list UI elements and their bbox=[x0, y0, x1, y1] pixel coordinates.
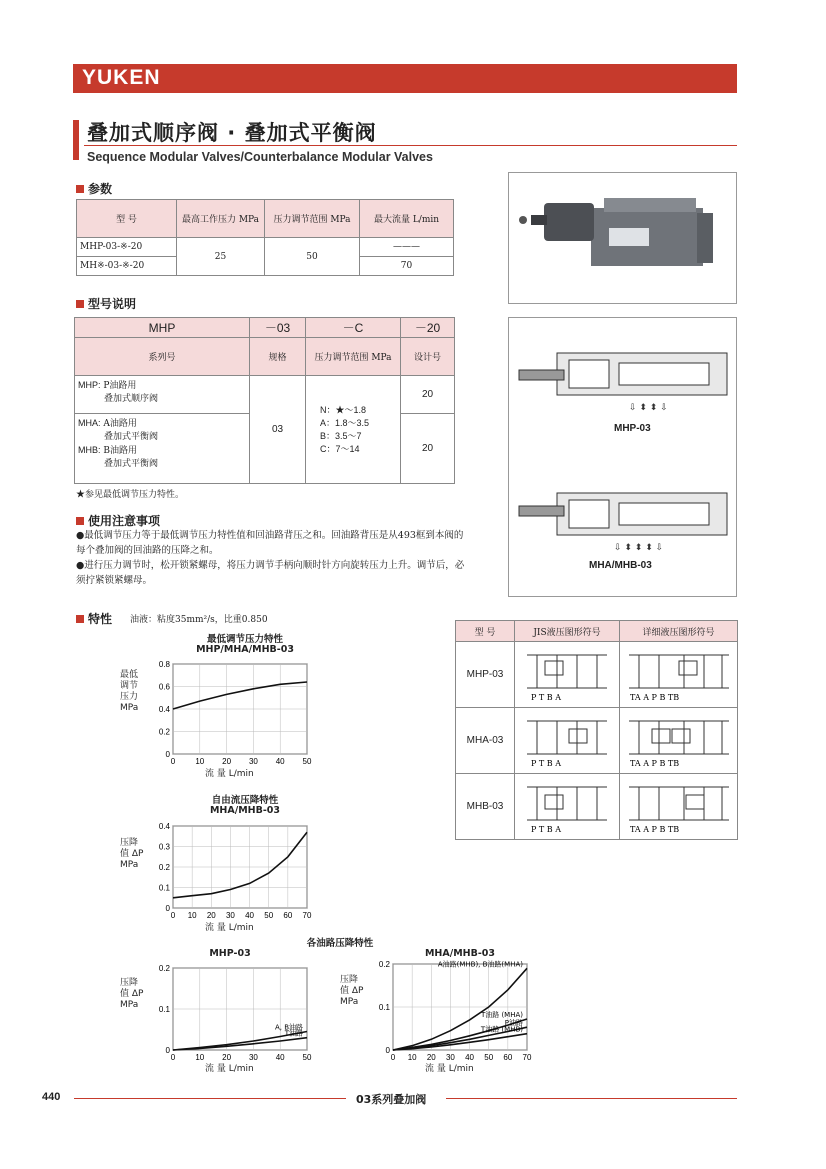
y-tick-label: 0.4 bbox=[158, 822, 170, 831]
symbol-row-mha: MHA-03 bbox=[456, 708, 515, 774]
x-tick-label: 20 bbox=[222, 757, 232, 766]
model-series-mhp bbox=[75, 376, 250, 414]
range-b: B：3.5～7 bbox=[320, 430, 362, 441]
model-header-series: 系列号 bbox=[75, 338, 250, 376]
param-header-range: 压力调节范围 MPa bbox=[265, 200, 360, 238]
x-tick-label: 30 bbox=[225, 911, 235, 920]
x-tick-label: 40 bbox=[465, 1053, 475, 1062]
footer-series: 03系列叠加阀 bbox=[356, 1093, 427, 1106]
x-tick-label: 30 bbox=[248, 1053, 258, 1062]
y-tick-label: 0.2 bbox=[158, 727, 170, 737]
symbol-table bbox=[455, 620, 738, 840]
chart2-subtitle: MHA/MHB-03 bbox=[209, 805, 281, 816]
section-drawings bbox=[508, 317, 737, 597]
x-tick-label: 70 bbox=[522, 1053, 532, 1062]
chart2-plot bbox=[145, 820, 315, 922]
chart2-xlabel: 流 量 L/min bbox=[205, 923, 254, 933]
x-tick-label: 20 bbox=[222, 1053, 232, 1062]
symbol-row-mhp: MHP-03 bbox=[456, 642, 515, 708]
footer-line-left bbox=[74, 1098, 346, 1099]
precaution-1: ●最低调节压力等于最低调节压力特性值和回油路背压之和。回油路背压是从493框到本阀的每个叠加阀的回油路的压降之和。 bbox=[76, 530, 464, 556]
param-model-1: MHP-03-※-20 bbox=[77, 238, 177, 257]
chart3-xlabel-left: 流 量 L/min bbox=[205, 1064, 254, 1074]
jis-ports-mhp: P T B A bbox=[531, 693, 562, 702]
y-tick-label: 0.1 bbox=[158, 883, 170, 893]
jis-symbol-mhp bbox=[515, 642, 620, 708]
chart3-sub-right: MHA/MHB-03 bbox=[424, 948, 496, 959]
x-tick-label: 60 bbox=[283, 911, 293, 920]
range-n: N：★～1.8 bbox=[320, 404, 367, 415]
valve-section-icon bbox=[509, 318, 738, 598]
range-c: C：7～14 bbox=[320, 443, 360, 454]
jis-ports-mhb: P T B A bbox=[531, 825, 562, 834]
model-header-size: 规格 bbox=[250, 338, 306, 376]
param-table bbox=[76, 199, 454, 276]
chart1-subtitle: MHP/MHA/MHB-03 bbox=[196, 644, 294, 655]
detail-ports-mhp: TA A P B TB bbox=[629, 693, 679, 702]
x-tick-label: 60 bbox=[503, 1053, 513, 1062]
series-code-mhb: MHB: bbox=[78, 445, 101, 455]
y-tick-label: 0.2 bbox=[158, 863, 170, 872]
section-characteristics bbox=[76, 610, 112, 627]
y-tick-label: 0.2 bbox=[378, 960, 390, 969]
range-a: A：1.8～3.5 bbox=[320, 417, 370, 428]
detail-symbol-mhb-icon bbox=[624, 775, 734, 835]
x-tick-label: 50 bbox=[484, 1053, 494, 1062]
x-tick-label: 0 bbox=[170, 1053, 176, 1062]
page-number: 440 bbox=[42, 1091, 61, 1103]
param-range: 50 bbox=[265, 238, 360, 276]
y-tick-label: 0.1 bbox=[378, 1003, 390, 1012]
series-label: P油路 bbox=[504, 1019, 523, 1028]
model-series-mha-mhb bbox=[75, 414, 250, 484]
chart2-title: 自由流压降特性 bbox=[211, 795, 279, 806]
model-header-range: 压力调节范围 MPa bbox=[306, 338, 401, 376]
jis-symbol-mhb-icon bbox=[517, 775, 617, 835]
title-accent bbox=[73, 120, 79, 160]
x-tick-label: 10 bbox=[195, 757, 205, 766]
y-tick-label: 0.4 bbox=[158, 705, 170, 714]
chart1-xlabel: 流 量 L/min bbox=[205, 769, 254, 779]
jis-symbol-mhp-icon bbox=[517, 643, 617, 703]
y-tick-label: 0.8 bbox=[158, 660, 170, 669]
model-footnote: ★参见最低调节压力特性。 bbox=[76, 490, 185, 500]
y-tick-label: 0.1 bbox=[158, 1005, 170, 1014]
series-label: A油路(MHB), B油路(MHA) bbox=[437, 960, 523, 969]
chart3-plot-left bbox=[145, 962, 315, 1064]
series-line bbox=[173, 832, 307, 898]
figure-label-mha: MHA/MHB-03 bbox=[589, 560, 652, 571]
model-table bbox=[74, 317, 455, 484]
x-tick-label: 20 bbox=[206, 911, 216, 920]
model-size: 03 bbox=[250, 376, 306, 484]
symbol-header-detail: 详细液压图形符号 bbox=[620, 621, 738, 642]
detail-symbol-mha bbox=[620, 708, 738, 774]
section-params-label: 参数 bbox=[88, 182, 113, 196]
x-tick-label: 40 bbox=[275, 1053, 285, 1062]
series-line bbox=[173, 1038, 307, 1050]
oil-note: 油液：粘度35mm²/s，比重0.850 bbox=[130, 615, 268, 625]
brand-bar bbox=[73, 64, 737, 93]
series-desc-mha-2: 叠加式平衡阀 bbox=[104, 432, 159, 442]
model-code-series: MHP bbox=[75, 318, 250, 338]
page-subtitle: Sequence Modular Valves/Counterbalance Modular Valves bbox=[87, 150, 433, 164]
chart2-ylabel: 压降值 ΔP MPa bbox=[120, 838, 144, 870]
series-code-mhp: MHP: bbox=[78, 380, 101, 390]
detail-symbol-mha-icon bbox=[624, 709, 734, 769]
x-tick-label: 40 bbox=[245, 911, 255, 920]
series-desc-mhp-1: P油路用 bbox=[103, 381, 137, 391]
detail-ports-mhb: TA A P B TB bbox=[629, 825, 679, 834]
x-tick-label: 30 bbox=[248, 757, 258, 766]
series-desc-mha-1: A油路用 bbox=[103, 419, 137, 429]
model-range-list bbox=[306, 376, 401, 484]
chart3-ylabel-right: 压降值 ΔP MPa bbox=[340, 975, 364, 1007]
param-header-pressure: 最高工作压力 MPa bbox=[177, 200, 265, 238]
model-code-design: －20 bbox=[401, 318, 455, 338]
y-tick-label: 0 bbox=[165, 750, 170, 759]
series-label: T油路 (MHB) bbox=[480, 1025, 523, 1034]
series-desc-mhb-2: 叠加式平衡阀 bbox=[104, 459, 159, 469]
section-model-label: 型号说明 bbox=[88, 297, 137, 311]
chart3-ylabel-left: 压降值 ΔP MPa bbox=[120, 978, 144, 1010]
figure-label-mhp: MHP-03 bbox=[614, 423, 651, 434]
detail-ports-mha: TA A P B TB bbox=[629, 759, 679, 768]
x-tick-label: 10 bbox=[187, 911, 197, 920]
symbol-row-mhb: MHB-03 bbox=[456, 774, 515, 840]
param-flow-1: ——— bbox=[360, 238, 454, 257]
series-label: T油路 bbox=[284, 1029, 303, 1038]
series-desc-mhb-1: B油路用 bbox=[103, 446, 137, 456]
chart3-title: 各油路压降特性 bbox=[306, 938, 374, 949]
symbol-header-jis: JIS液压图形符号 bbox=[515, 621, 620, 642]
jis-ports-mha: P T B A bbox=[531, 759, 562, 768]
x-tick-label: 20 bbox=[426, 1053, 436, 1062]
chart3-plot-right bbox=[365, 958, 535, 1064]
x-tick-label: 50 bbox=[302, 757, 312, 766]
y-tick-label: 0.2 bbox=[158, 964, 170, 973]
model-code-range: －C bbox=[306, 318, 401, 338]
series-desc-mhp-2: 叠加式顺序阀 bbox=[104, 394, 159, 404]
chart1-title: 最低调节压力特性 bbox=[206, 634, 283, 645]
x-tick-label: 70 bbox=[302, 911, 312, 920]
title-divider bbox=[84, 145, 737, 146]
chart1-plot bbox=[145, 658, 315, 768]
x-tick-label: 10 bbox=[407, 1053, 417, 1062]
model-design-1: 20 bbox=[401, 376, 455, 414]
model-header-design: 设计号 bbox=[401, 338, 455, 376]
x-tick-label: 0 bbox=[170, 911, 176, 920]
y-tick-label: 0 bbox=[165, 1046, 170, 1055]
x-tick-label: 10 bbox=[195, 1053, 205, 1062]
param-model-2: MH※-03-※-20 bbox=[77, 257, 177, 276]
detail-symbol-mhb bbox=[620, 774, 738, 840]
svg-text:⇩ ⬍ ⬍ ⇩: ⇩ ⬍ ⬍ ⇩ bbox=[629, 403, 668, 413]
precautions-list bbox=[76, 528, 466, 588]
footer-line-right bbox=[446, 1098, 737, 1099]
y-tick-label: 0.6 bbox=[158, 682, 170, 692]
section-characteristics-label: 特性 bbox=[88, 612, 113, 626]
jis-symbol-mha-icon bbox=[517, 709, 617, 769]
param-max-pressure: 25 bbox=[177, 238, 265, 276]
chart3-xlabel-right: 流 量 L/min bbox=[425, 1064, 474, 1074]
page-title: 叠加式顺序阀 · 叠加式平衡阀 bbox=[87, 121, 377, 145]
series-label: A, B油路 bbox=[274, 1023, 303, 1032]
chart1-ylabel: 最低调节压力 MPa bbox=[120, 670, 139, 713]
section-precautions bbox=[76, 512, 160, 529]
param-header-flow: 最大流量 L/min bbox=[360, 200, 454, 238]
param-flow-2: 70 bbox=[360, 257, 454, 276]
section-precautions-label: 使用注意事项 bbox=[88, 514, 161, 528]
precaution-2: ●进行压力调节时，松开锁紧螺母，将压力调节手柄向顺时针方向旋转压力上升。调节后，必须拧紧锁紧螺母。 bbox=[76, 560, 465, 586]
section-model bbox=[76, 295, 136, 312]
y-tick-label: 0 bbox=[165, 904, 170, 913]
jis-symbol-mha bbox=[515, 708, 620, 774]
x-tick-label: 50 bbox=[302, 1053, 312, 1062]
svg-text:⇩ ⬍ ⬍ ⬍ ⇩: ⇩ ⬍ ⬍ ⬍ ⇩ bbox=[614, 543, 664, 553]
x-tick-label: 40 bbox=[275, 757, 285, 766]
x-tick-label: 50 bbox=[264, 911, 274, 920]
symbol-header-model: 型 号 bbox=[456, 621, 515, 642]
detail-symbol-mhp bbox=[620, 642, 738, 708]
x-tick-label: 0 bbox=[390, 1053, 396, 1062]
model-code-size: －03 bbox=[250, 318, 306, 338]
series-code-mha: MHA: bbox=[78, 418, 101, 428]
jis-symbol-mhb bbox=[515, 774, 620, 840]
series-label: T油路 (MHA) bbox=[480, 1011, 523, 1020]
series-line bbox=[173, 682, 307, 709]
section-params bbox=[76, 180, 112, 197]
detail-symbol-mhp-icon bbox=[624, 643, 734, 703]
product-photo bbox=[508, 172, 737, 304]
model-design-2: 20 bbox=[401, 414, 455, 484]
x-tick-label: 0 bbox=[170, 757, 176, 766]
chart3-sub-left: MHP-03 bbox=[209, 948, 251, 959]
x-tick-label: 30 bbox=[445, 1053, 455, 1062]
y-tick-label: 0 bbox=[385, 1046, 390, 1055]
brand-logo: YUKEN bbox=[82, 66, 161, 89]
param-header-model: 型 号 bbox=[77, 200, 177, 238]
y-tick-label: 0.3 bbox=[158, 842, 170, 852]
valve-photo-icon bbox=[509, 173, 738, 305]
